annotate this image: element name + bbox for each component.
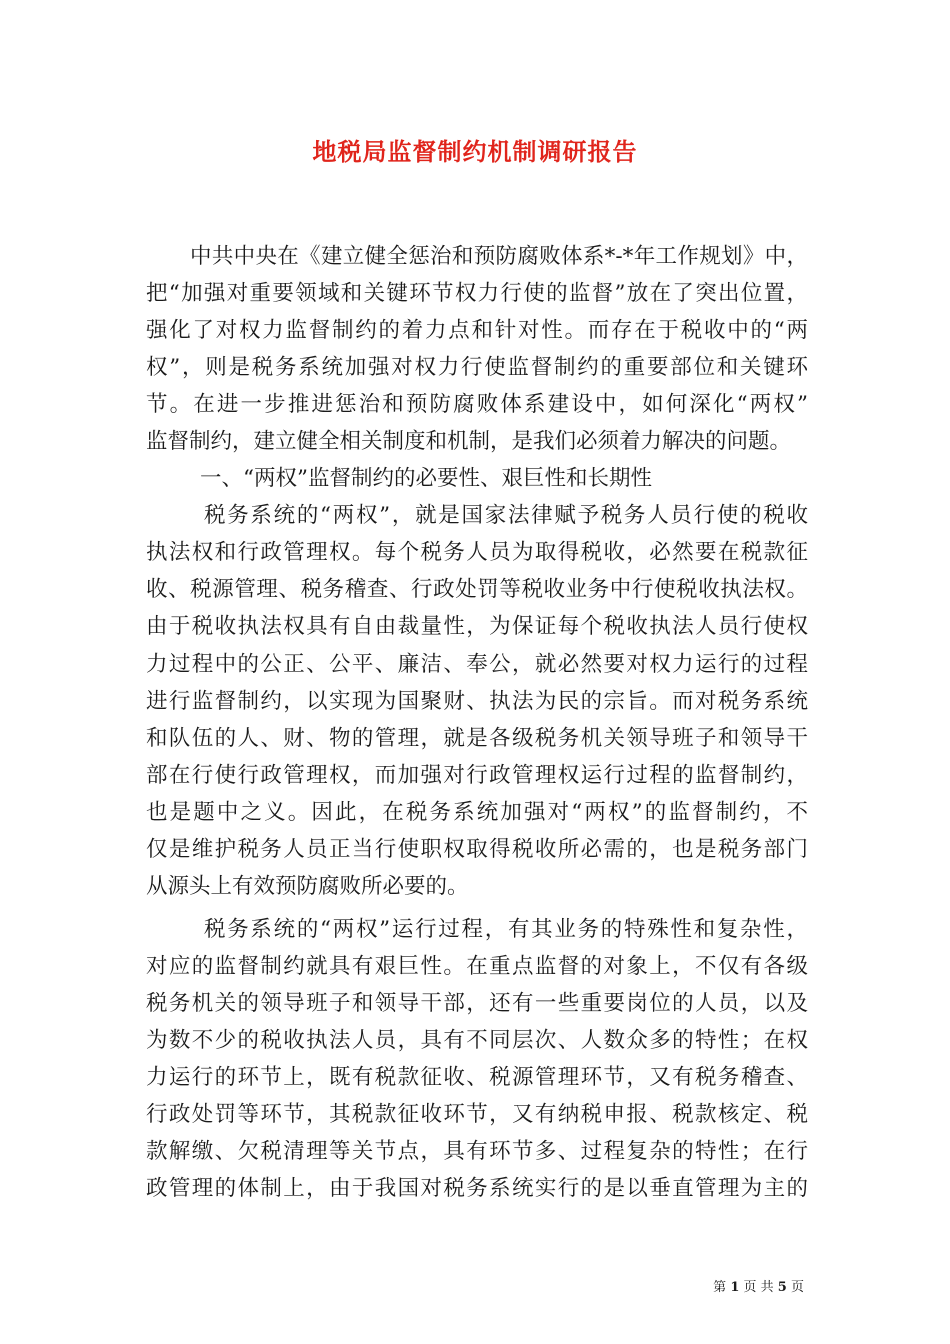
paragraph-line: 进行监督制约，以实现为国聚财、执法为民的宗旨。而对税务系统 xyxy=(146,688,808,714)
paragraph-line: 和队伍的人、财、物的管理，就是各级税务机关领导班子和领导干 xyxy=(146,725,808,751)
paragraph-line: 税务系统的“两权”运行过程，有其业务的特殊性和复杂性， xyxy=(204,916,808,942)
paragraph-line: 对应的监督制约就具有艰巨性。在重点监督的对象上，不仅有各级 xyxy=(146,953,808,979)
paragraph-line: 力过程中的公正、公平、廉洁、奉公，就必然要对权力运行的过程 xyxy=(146,651,808,677)
paragraph-line: 执法权和行政管理权。每个税务人员为取得税收，必然要在税款征 xyxy=(146,540,808,566)
footer-suffix: 页 xyxy=(790,1280,804,1295)
paragraph-line: 把“加强对重要领域和关键环节权力行使的监督”放在了突出位置， xyxy=(146,281,808,307)
document-body xyxy=(146,238,808,1207)
paragraph-line: 监督制约，建立健全相关制度和机制，是我们必须着力解决的问题。 xyxy=(146,429,792,455)
page-footer xyxy=(713,1276,804,1295)
paragraph-line: 为数不少的税收执法人员，具有不同层次、人数众多的特性；在权 xyxy=(146,1027,808,1053)
footer-prefix: 第 xyxy=(713,1280,727,1295)
paragraph-line: 也是题中之义。因此，在税务系统加强对“两权”的监督制约，不 xyxy=(146,799,808,825)
section-heading: 一、“两权”监督制约的必要性、艰巨性和长期性 xyxy=(200,466,652,492)
document-title: 地税局监督制约机制调研报告 xyxy=(312,137,638,166)
paragraph-line: 税务机关的领导班子和领导干部，还有一些重要岗位的人员，以及 xyxy=(146,990,808,1016)
paragraph-line: 从源头上有效预防腐败所必要的。 xyxy=(146,873,469,899)
paragraph-line: 仅是维护税务人员正当行使职权取得税收所必需的，也是税务部门 xyxy=(146,836,808,862)
paragraph-line: 部在行使行政管理权，而加强对行政管理权运行过程的监督制约， xyxy=(146,762,808,788)
paragraph-line: 行政处罚等环节，其税款征收环节，又有纳税申报、税款核定、税 xyxy=(146,1102,808,1128)
paragraph-line: 节。在进一步推进惩治和预防腐败体系建设中，如何深化“两权” xyxy=(146,392,808,418)
paragraph-line: 政管理的体制上，由于我国对税务系统实行的是以垂直管理为主的 xyxy=(146,1176,808,1202)
current-page-number: 1 xyxy=(730,1280,740,1295)
footer-middle: 页 共 xyxy=(743,1280,774,1295)
paragraph-line: 强化了对权力监督制约的着力点和针对性。而存在于税收中的“两 xyxy=(146,318,808,344)
paragraph-line: 权”，则是税务系统加强对权力行使监督制约的重要部位和关键环 xyxy=(146,355,808,381)
paragraph-line: 力运行的环节上，既有税款征收、税源管理环节，又有税务稽查、 xyxy=(146,1065,808,1091)
total-page-count: 5 xyxy=(777,1280,787,1295)
paragraph-line: 由于税收执法权具有自由裁量性，为保证每个税收执法人员行使权 xyxy=(146,614,808,640)
paragraph-line: 中共中央在《建立健全惩治和预防腐败体系*-*年工作规划》中， xyxy=(190,244,808,269)
paragraph-line: 税务系统的“两权”，就是国家法律赋予税务人员行使的税收 xyxy=(204,503,808,529)
paragraph-line: 收、税源管理、税务稽查、行政处罚等税收业务中行使税收执法权。 xyxy=(146,577,808,603)
paragraph-line: 款解缴、欠税清理等关节点，具有环节多、过程复杂的特性；在行 xyxy=(146,1139,808,1165)
